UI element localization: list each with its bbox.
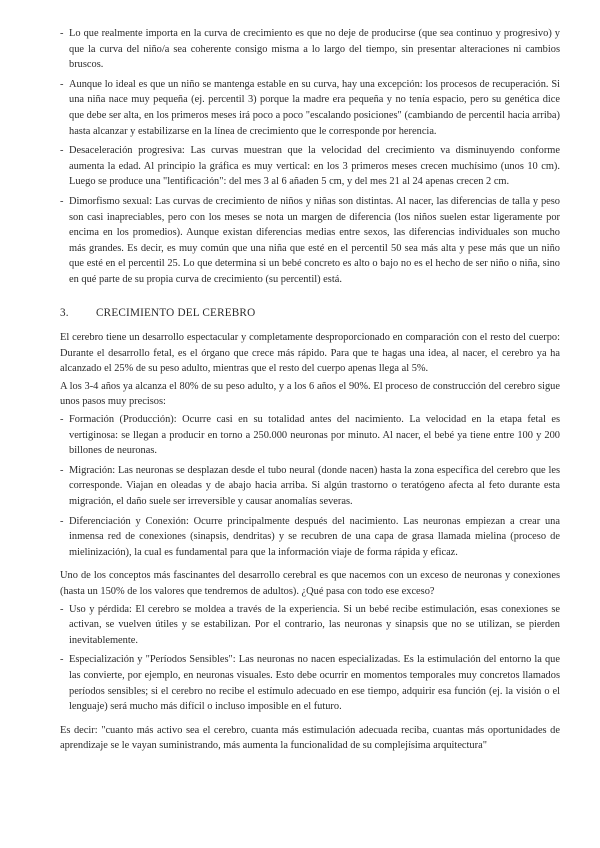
section-number: 3. [60,306,69,319]
list-item: - Diferenciación y Conexión: Ocurre principalmente después del nacimiento. Las neuronas empiezan a crear una inmensa red de conexiones (sinapsis, dendritas) y se recubren de una capa de grasa llamada mielina (proceso de mielinización), la cual es fundamental para que la información viaje de forma rápida y eficaz. [60,514,560,561]
list-item: - Especialización y "Períodos Sensibles": Las neuronas no nacen especializadas. Es la estimulación del entorno la que las convierte, por ejemplo, en neuronas visuales. Esto debe ocurrir en momentos temporales muy concretos llamados períodos sensibles; si el cerebro no recibe el estímulo adecuado en ese tiempo, adquirir esa función (ej. la visión o el lenguaje) será mucho más difícil o incluso imposible en el futuro. [60,652,560,714]
growth-curve-bullets [60,26,560,288]
closing-paragraph: Es decir: "cuanto más activo sea el cerebro, cuanta más estimulación adecuada reciba, cuantas más oportunidades de aprendizaje se le vayan suministrando, más aumenta la funcionalidad de su complejísima arquitectura" [60,724,560,752]
concept-paragraph: Uno de los conceptos más fascinantes del desarrollo cerebral es que nacemos con un exceso de neuronas y conexiones (hasta un 150% de los valores que tendremos de adultos). ¿Qué pasa con todo ese exceso? [60,570,560,597]
list-item: - Migración: Las neuronas se desplazan desde el tubo neural (donde nacen) hasta la zona específica del cerebro que les corresponde. Viajan en oleadas y de abajo hacia arriba. Si algún trastorno o teratógeno afecta al feto durante esta migración, el daño suele ser irreversible y causar anomalías severas. [60,463,560,510]
intro-paragraph: A los 3-4 años ya alcanza el 80% de su peso adulto, y a los 6 años el 90%. El proceso de construcción del cerebro sigue unos pasos muy precisos: [60,380,560,408]
list-item: - Aunque lo ideal es que un niño se mantenga estable en su curva, hay una excepción: los procesos de recuperación. Si una niña nace muy pequeña (ej. percentil 3) porque la madre era pequeña y no tenía espacio, pero su genética dice que debe ser alta, en los primeros meses irá poco a poco "escalando posiciones" (cambiando de percentil hacia arriba) hasta alcanzar y estabilizarse en la línea de crecimiento que le corresponde por herencia. [60,77,560,139]
list-item: - Lo que realmente importa en la curva de crecimiento es que no deje de producirse (que sea continuo y progresivo) y que la curva del niño/a sea coherente consigo misma a lo largo del tiempo, sin presentar alteraciones ni cambios bruscos. [60,26,560,73]
intro-paragraph: El cerebro tiene un desarrollo espectacular y completamente desproporcionado en comparación con el resto del cuerpo: Durante el desarrollo fetal, es el órgano que crece más rápido. Para que te hagas una idea, al nacer, el cerebro ya ha alcanzado el 25% de su peso adulto, mientras que el resto del cuerpo apenas llega al 5%. [60,332,560,375]
list-item: - Dimorfismo sexual: Las curvas de crecimiento de niños y niñas son distintas. Al nacer, las diferencias de talla y peso son casi inapreciables, pero con los meses se nota un margen de diferencia (los niños suelen estar ligeramente por encima en los promedios). Aunque existan diferencias medias entre sexos, las diferencias individuales son mucho más grandes. Es decir, es muy común que una niña que esté en el percentil 50 sea más alta y pese más que un niño que esté en el percentil 25. Lo que determina si un bebé concreto es alto o bajo no es el hecho de ser niño o niña, sino en qué parte de su propia curva de crecimiento (su percentil) está. [60,194,560,288]
list-item: - Desaceleración progresiva: Las curvas muestran que la velocidad del crecimiento va disminuyendo conforme aumenta la edad. Al principio la gráfica es muy vertical: en los 3 primeros meses crecen muchísimo (unos 10 cm). Luego se produce una "lentificación": del mes 3 al 6 añaden 5 cm, y del mes 21 al 24 apenas crecen 2 cm. [60,143,560,190]
brain-process-bullets [60,412,560,560]
concept-bullets [60,602,560,715]
section-heading [60,306,560,322]
section-title: CRECIMIENTO DEL CEREBRO [96,306,256,319]
list-item: - Formación (Producción): Ocurre casi en su totalidad antes del nacimiento. La velocidad en la etapa fetal es vertiginosa: se llegan a producir en torno a 250.000 neuronas por minuto. Al nacer, el bebé ya tiene entre 100 y 200 billones de neuronas. [60,412,560,459]
list-item: - Uso y pérdida: El cerebro se moldea a través de la experiencia. Si un bebé recibe estimulación, esas conexiones se activan, se vuelven útiles y se estabilizan. Por el contrario, las neuronas y sinapsis que no se utilizan, se pierden inevitablemente. [60,602,560,649]
